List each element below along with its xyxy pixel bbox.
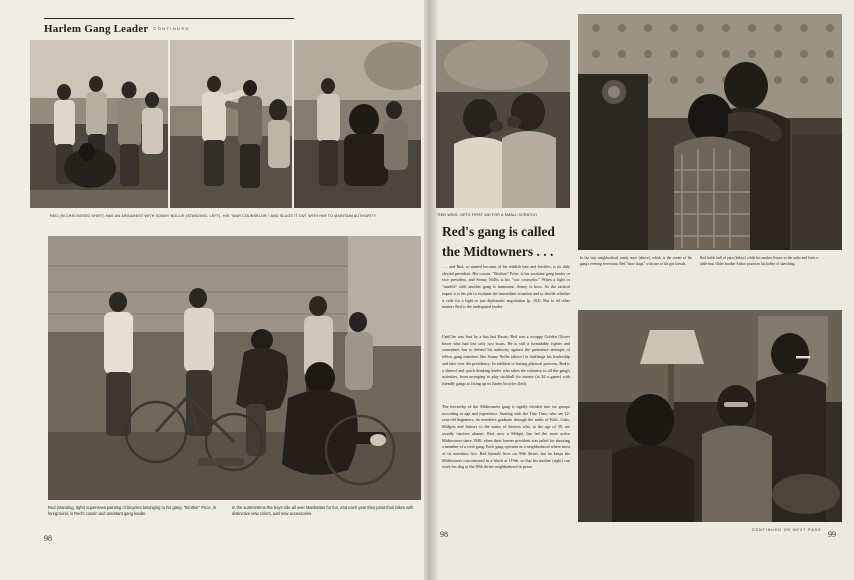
photo-first-aid-image: [436, 40, 570, 208]
photo-bicycle-painting-image: [48, 236, 421, 500]
continued-label: CONTINUED: [153, 26, 190, 31]
caption-mother: Red holds bull of yarn (below) while his mother listens to the radio and knits a table mat. Older brother Arthur practices his hobby of sketching.: [700, 256, 818, 266]
photo-family-living-room: [578, 310, 842, 522]
photo-dancing-couple: [578, 14, 842, 250]
folio-left: 98: [44, 534, 52, 543]
article-headline: [442, 222, 587, 261]
photo-fist-fight: [170, 40, 292, 208]
continued-next-page: CONTINUED ON NEXT PAGE: [752, 528, 822, 532]
photo-fist-fight-image: [170, 40, 292, 208]
article-column-2: Until he was hurt by a bus last Easter, Red was a scrappy Golden Gloves boxer who had lost only two bouts. He is still a formidable fighter and sometimes has to defend his authority against the premature attempts of fellow gang members like Sonny Nollis (above) to challenge his leadership and take over the presidency. In addition to having physical prowess, Red is a shrewd and quick-thinking leader who takes the initiative in all the gang's activities, from arranging to play stickball for money (at $2 a game) with friendly gangs to fixing up its flashy bicycles (left).: [442, 334, 570, 387]
caption-bike-left: Red (standing, right) supervises painting of bicycles belonging to his gang. "Brother" Price, in foreground, is Red's cousin and assistant gang leader.: [48, 505, 217, 517]
headline-line-1: Red's gang is called: [442, 224, 555, 239]
photo-fight-closeup: [294, 40, 421, 208]
headline-line-2: the Midtowners . . .: [442, 243, 554, 259]
photo-first-aid: [436, 40, 570, 208]
folio-right-right: 99: [828, 530, 836, 539]
photo-family-living-room-image: [578, 310, 842, 522]
photo-dancing-couple-image: [578, 14, 842, 250]
photo-bicycle-painting: [48, 236, 421, 500]
photo-fight-closeup-image: [294, 40, 421, 208]
caption-bike-right: In the summertime the boys ride all over Manhattan for fun, and each year they paint their bikes with distinctive new colors, add new accessories.: [232, 505, 414, 517]
page-header: [44, 18, 294, 37]
page-title: Harlem Gang Leader: [44, 23, 149, 35]
header-rule: [44, 18, 294, 19]
photo-argument-group: [30, 40, 168, 208]
caption-candy-store: In the tiny neighborhood candy store (above), which is the center of his gang's evening recreation, Red "slow drags" with one of his girl friends.: [580, 256, 692, 266]
photo-argument-group-image: [30, 40, 168, 208]
caption-top-strip: RED (IN CHECKERED SHIRT) HAS AN ARGUMENT WITH SONNY NOLLIS (STANDING, LEFT), HIS "WAR COUNSELOR," AND SLUGS IT OUT WITH HIM TO MAINTAIN AUTHORITY: [50, 214, 377, 218]
article-column-3: The hierarchy of the Midtowners gang is rigidly divided into six groups according to age and experience. Starting with the Tiny Tims, who are 12-year-old beginners, its members graduate through the ranks of Kids, Cubs, Midgets and Juniors to the status of Seniors who, at the age of 30, are usually inactive alumni. Red, now a Midget, has led the most active Midtowners since 1946, when their former president was jailed for shooting a member of a rival gang. Each gang operates in a neighborhood where most of its members live. Red himself lives on 99th Street, but he keeps his Midtowners concentrated in a block at 119th, so that his mother (right) can work her dog in the 99th Street neighborhood in peace.: [442, 404, 570, 470]
folio-right-left: 98: [440, 530, 448, 539]
article-column-1: . . . and Red, so named because of his reddish hair and freckles, is its duly elected president. His cousin, "Brother" Price, is his assistant gang leader or vice president, and Sonny Nollis is his "war counselor." When a fight or "rumble" with another gang is imminent, Sonny is boss. As the tactical expert it is his job to evaluate the immediate situation and to decide whether it calls for a fight or just diplomatic negotiation (p. 102). But to all other matters Red is the undisputed leader.: [442, 264, 570, 310]
caption-top-center: RED WINS, GETS FIRST AID FOR A SMALL SCRATCH: [438, 213, 537, 217]
